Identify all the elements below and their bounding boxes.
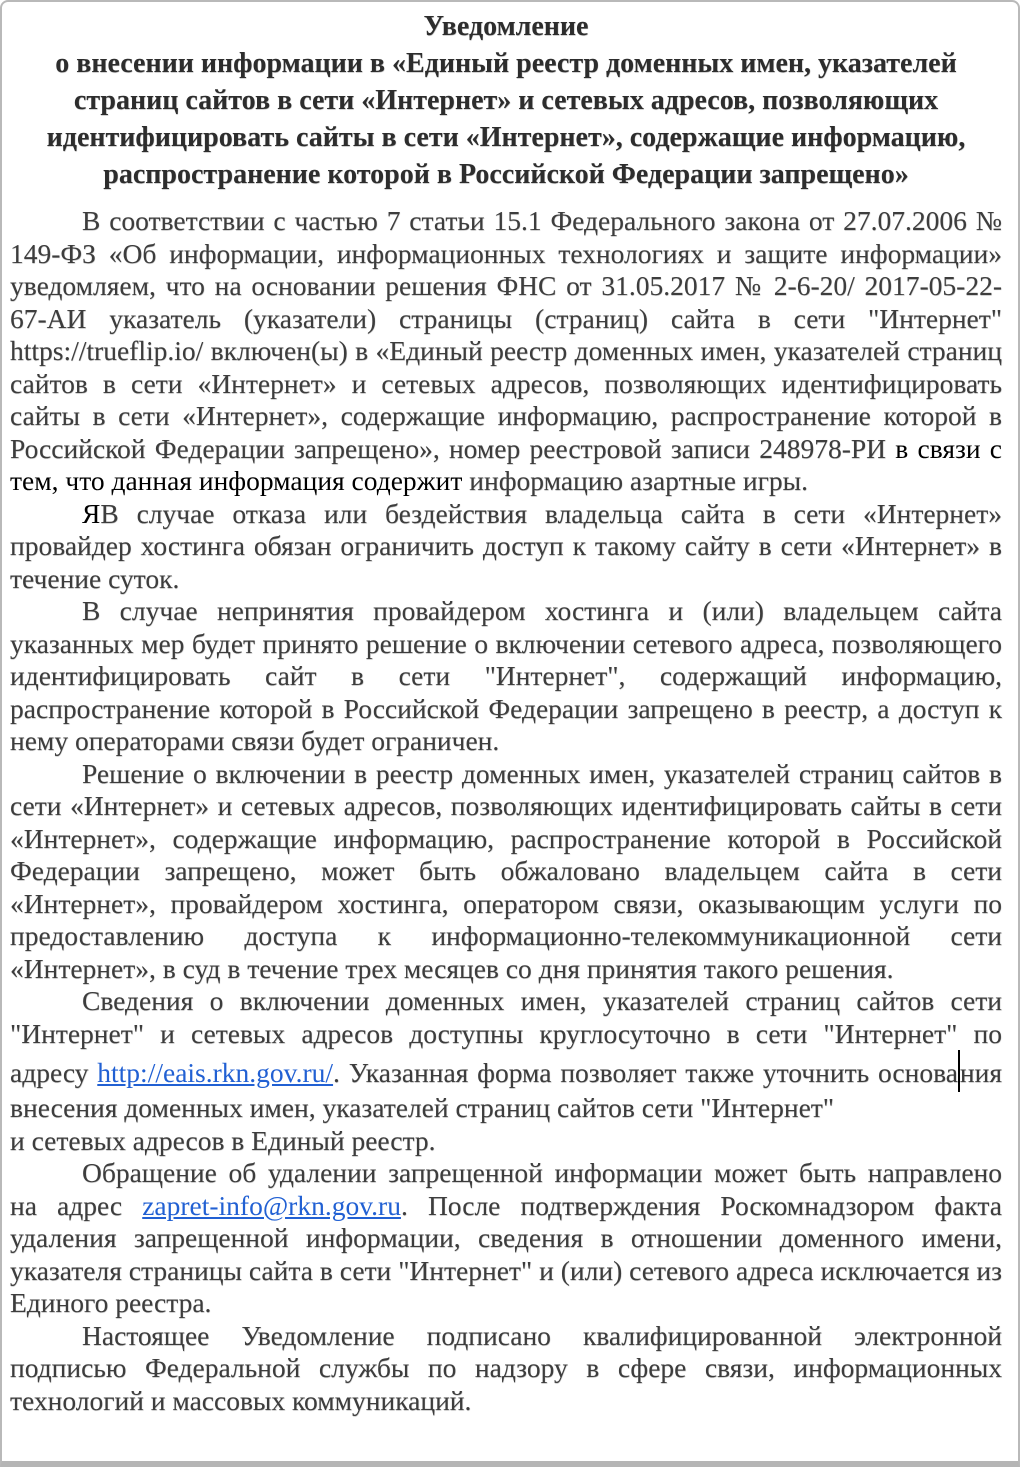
- registry-access-text-end: ния внесения доменных имен, указателей страниц сайтов сети "Интернет": [10, 1057, 1002, 1123]
- document-title-line: Уведомление: [423, 11, 589, 42]
- zapret-email-link[interactable]: zapret-info@rkn.gov.ru: [142, 1189, 401, 1221]
- eais-registry-link[interactable]: http://eais.rkn.gov.ru/: [97, 1057, 334, 1088]
- paragraph-network-address-decision: В случае непринятия провайдером хостинга и (или) владельцем сайта указанных мер будет принято решение о включении сетевого адреса, позволяющего идентифицировать сайт в сети "Интернет", содержащий информацию, распространение которой в Российской Федерации запрещено в реестр, а доступ к нему операторами связи будет ограничен.: [10, 595, 1002, 756]
- legal-basis-text-end: информацию азартные игры.: [462, 465, 808, 496]
- paragraph-signature-note: Настоящее Уведомление подписано квалифицированной электронной подписью Федеральной службы по надзору в сфере связи, информационных технологий и массовых коммуникаций.: [10, 1319, 1002, 1416]
- inserted-letter: Я: [82, 497, 101, 529]
- document-title-line: идентифицировать сайты в сети «Интернет», содержащие информацию,: [46, 122, 966, 153]
- hosting-provider-duty-text: В случае отказа или бездействия владельца сайта в сети «Интернет» провайдер хостинга обязан ограничить доступ к такому сайту в сети «Интернет» в течение суток.: [10, 497, 1002, 594]
- removal-request-text-end: . После подтверждения Роскомнадзором факта удаления запрещенной информации, сведения в отношении доменного имени, указателя страницы сайта в сети "Интернет" и (или) сетевого адреса исключается из Единого реестра.: [10, 1189, 1002, 1318]
- registry-access-text: Сведения о включении доменных имен, указателей страниц сайтов сети "Интернет" и сетевых адресов доступны круглосуточно в сети "Интернет" по адресу: [10, 985, 1002, 1088]
- document-title-line: распространение которой в Российской Федерации запрещено»: [103, 159, 909, 190]
- legal-basis-text: В соответствии с частью 7 статьи 15.1 Федерального закона от 27.07.2006 № 149-ФЗ «Об информации, информационных технологиях и защите информации» уведомляем, что на основании решения ФНС от 31.05.2017 № 2-6-20/ 2017-05-22-67-АИ указатель (указатели) страницы (страниц) сайта в сети "Интернет" https://trueflip.io/ включен(ы) в «Единый реестр доменных имен, указателей страниц сайтов в сети «Интернет» и сетевых адресов, позволяющих идентифицировать сайты в сети «Интернет», содержащие информацию, распространение которой в Российской Федерации запрещено», номер реестровой записи 248978-РИ: [10, 205, 1002, 464]
- document-title-line: о внесении информации в «Единый реестр доменных имен, указателей: [55, 48, 957, 79]
- paragraph-removal-request: [10, 1157, 1002, 1320]
- paragraph-hosting-provider-duty: [10, 498, 1002, 596]
- paragraph-appeal-rights: Решение о включении в реестр доменных имен, указателей страниц сайтов в сети «Интернет» и сетевых адресов, позволяющих идентифицировать сайты в сети «Интернет», содержащие информацию, распространение которой в Российской Федерации запрещено, может быть обжаловано владельцем сайта в сети «Интернет», провайдером хостинга, оператором связи, оказывающим услуги по предоставлению доступа к информационно-телекоммуникационной сети «Интернет», в суд в течение трех месяцев со дня принятия такого решения.: [10, 757, 1002, 984]
- document-title: [10, 8, 1002, 193]
- inserted-reason-text: в связи с тем, что данная информация содержит: [10, 432, 1002, 496]
- paragraph-legal-basis: [10, 205, 1002, 498]
- paragraph-registry-access-continued: и сетевых адресов в Единый реестр.: [10, 1124, 436, 1156]
- registry-access-text-mid: . Указанная форма позволяет также уточнить основа: [333, 1057, 958, 1088]
- paragraph-registry-access: [10, 985, 1002, 1125]
- document-title-line: страниц сайтов в сети «Интернет» и сетевых адресов, позволяющих: [73, 85, 939, 116]
- removal-request-text: Обращение об удалении запрещенной информации может быть направлено на адрес: [10, 1157, 1002, 1221]
